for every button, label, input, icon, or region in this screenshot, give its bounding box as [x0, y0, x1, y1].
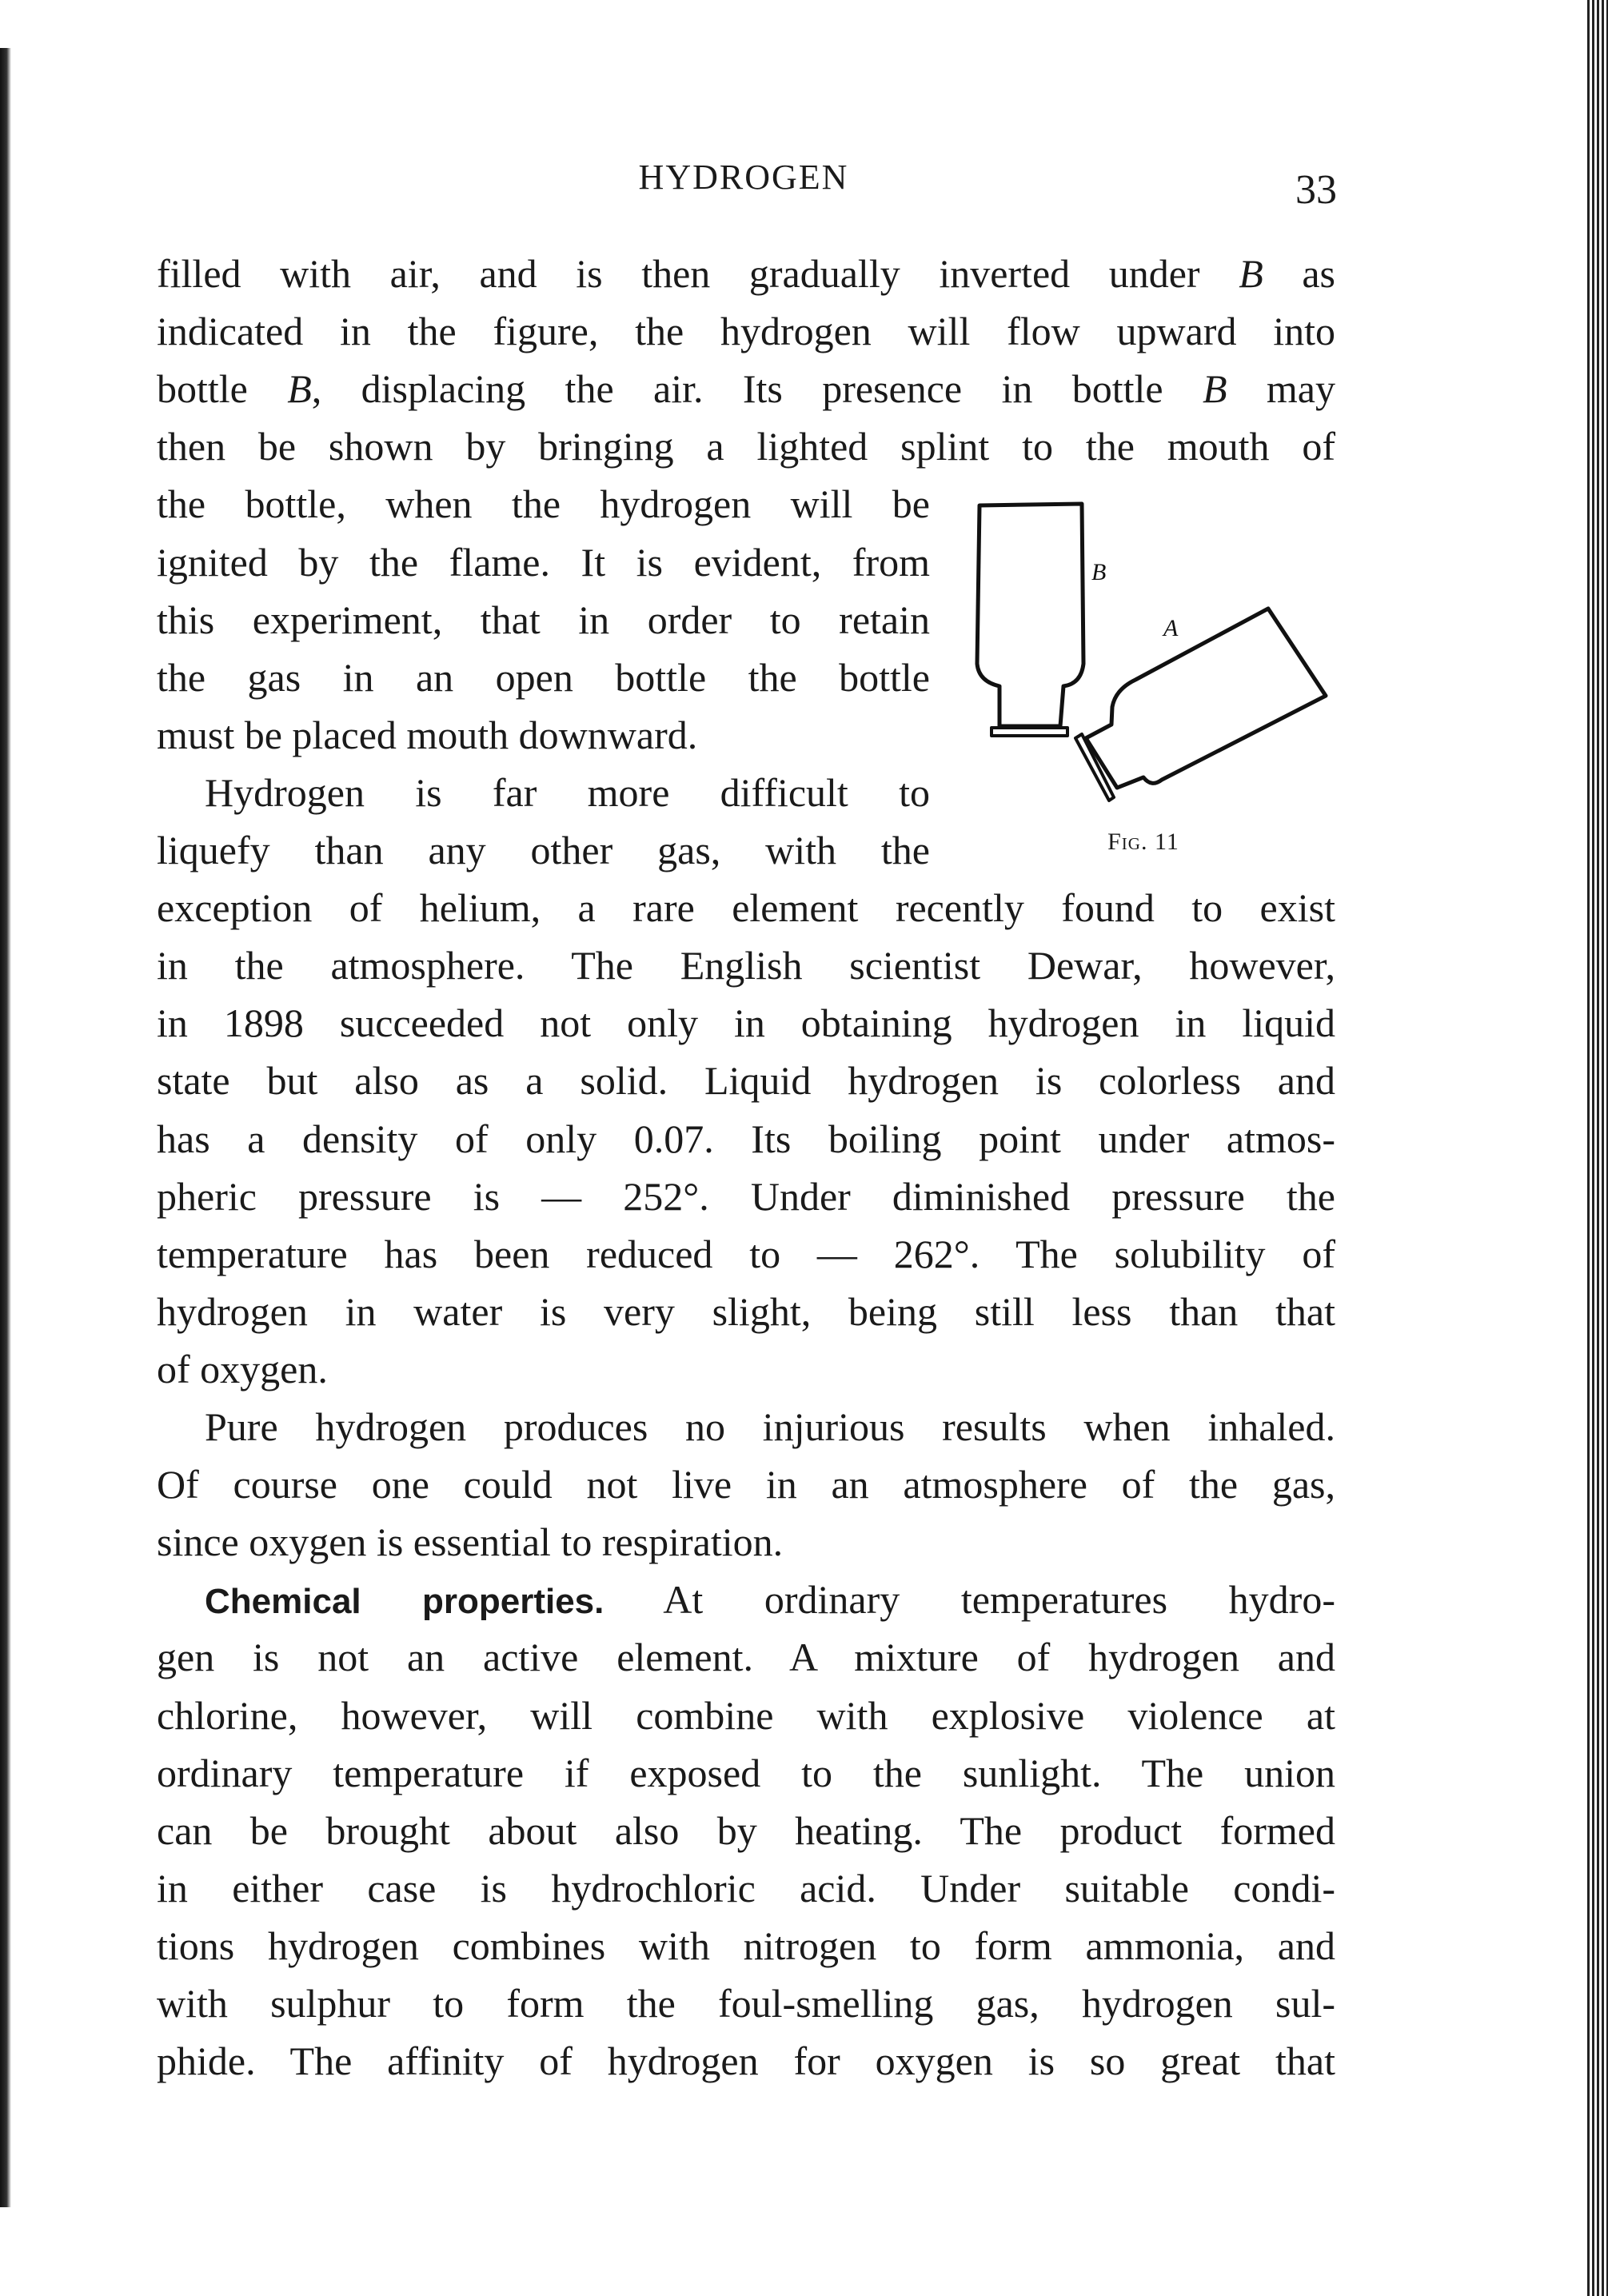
- label-b: B: [1091, 559, 1107, 585]
- text-line: [157, 1288, 1335, 1336]
- text-line: [157, 1979, 1335, 2027]
- text-run: in 1898 succeeded not only in obtaining hydrogen in liquid: [157, 1000, 1335, 1046]
- running-header: [0, 157, 1608, 213]
- text-line: [157, 480, 930, 528]
- text-line: [157, 250, 1335, 297]
- text-run: with sulphur to form the foul-smelling gas, hydrogen sul-: [157, 1981, 1335, 2026]
- text-run: ignited by the flame. It is evident, from: [157, 539, 930, 585]
- text-line: [157, 365, 1335, 413]
- text-run: can be brought about also by heating. The product formed: [157, 1807, 1335, 1853]
- text-line: [157, 1518, 1335, 1566]
- italic-letter: B: [1203, 366, 1227, 412]
- bottle-b-lip: [992, 728, 1067, 736]
- bottle-a-lip: [1075, 734, 1114, 801]
- text-run: as: [1263, 251, 1336, 296]
- text-run: in the atmosphere. The English scientist Dewar, however,: [157, 943, 1335, 988]
- text-run: Pure hydrogen produces no injurious results when inhaled.: [205, 1404, 1335, 1449]
- text-line: [157, 1864, 1335, 1912]
- bottle-a: [1086, 609, 1326, 788]
- text-run: hydrogen in water is very slight, being still less than that: [157, 1288, 1335, 1334]
- text-line: [157, 2037, 1335, 2085]
- text-run: exception of helium, a rare element recently found to exist: [157, 885, 1335, 931]
- text-run: gen is not an active element. A mixture of hydrogen and: [157, 1635, 1335, 1680]
- text-run: liquefy than any other gas, with the: [157, 828, 930, 872]
- label-a: A: [1163, 615, 1179, 641]
- text-run: then be shown by bringing a lighted splint to the mouth of: [157, 424, 1335, 469]
- text-line: [157, 826, 930, 874]
- bottle-b: [977, 504, 1083, 726]
- italic-letter: B: [287, 366, 312, 412]
- text-line: [157, 1460, 1335, 1508]
- text-line: [157, 1172, 1335, 1220]
- text-line: [157, 1749, 1335, 1797]
- page-edge-shadow-right: [1587, 0, 1608, 2296]
- text-line: [157, 711, 930, 759]
- text-run: temperature has been reduced to — 262°. The solubility of: [157, 1231, 1335, 1276]
- text-run: the gas in an open bottle the bottle: [157, 654, 930, 700]
- text-run: the bottle, when the hydrogen will be: [157, 481, 930, 527]
- text-run: must be placed mouth downward.: [157, 712, 698, 757]
- text-line: [157, 1691, 1335, 1739]
- text-line: [157, 1345, 1335, 1393]
- text-line: [157, 941, 1335, 989]
- section-heading: Chemical properties.: [205, 1582, 604, 1622]
- text-run: At ordinary temperatures hydro-: [604, 1577, 1335, 1623]
- figure-caption: Fig. 11: [1107, 829, 1179, 855]
- text-run: phide. The affinity of hydrogen for oxygen is so great that: [157, 2038, 1335, 2084]
- text-run: tions hydrogen combines with nitrogen to form ammonia, and: [157, 1923, 1335, 1968]
- text-run: filled with air, and is then gradually inverted under: [157, 251, 1239, 296]
- text-line: [157, 1115, 1335, 1163]
- text-line: [157, 1230, 1335, 1278]
- text-line: [157, 999, 1335, 1047]
- text-run: has a density of only 0.07. Its boiling point under atmos-: [157, 1116, 1335, 1161]
- text-line: [157, 1633, 1335, 1681]
- text-line: [157, 596, 930, 644]
- text-line: [205, 1403, 1335, 1451]
- text-run: chlorine, however, will combine with explosive violence at: [157, 1692, 1335, 1738]
- text-run: pheric pressure is — 252°. Under diminished pressure the: [157, 1173, 1335, 1219]
- text-run: since oxygen is essential to respiration.: [157, 1519, 784, 1565]
- text-run: Hydrogen is far more difficult to: [205, 769, 930, 815]
- text-line: [205, 769, 930, 817]
- text-line: [157, 1056, 1335, 1104]
- text-run: state but also as a solid. Liquid hydrogen is colorless and: [157, 1058, 1335, 1104]
- text-line: [157, 653, 930, 701]
- text-run: indicated in the figure, the hydrogen will flow upward into: [157, 309, 1335, 354]
- text-run: ordinary temperature if exposed to the sunlight. The union: [157, 1750, 1335, 1795]
- text-run: in either case is hydrochloric acid. Under suitable condi-: [157, 1865, 1335, 1911]
- running-title: HYDROGEN: [638, 158, 849, 197]
- text-run: Of course one could not live in an atmosphere of the gas,: [157, 1462, 1335, 1507]
- page-edge-shadow-left: [0, 48, 11, 2207]
- text-line: [157, 307, 1335, 355]
- text-line: [157, 1807, 1335, 1855]
- text-run: bottle: [157, 366, 288, 412]
- text-run: may: [1227, 366, 1336, 412]
- italic-letter: B: [1239, 251, 1263, 296]
- figure-11-bottles-illustration: [944, 480, 1359, 864]
- page-number: 33: [1295, 167, 1337, 213]
- text-line: [205, 1575, 1335, 1623]
- text-run: of oxygen.: [157, 1346, 328, 1392]
- text-run: this experiment, that in order to retain: [157, 597, 930, 642]
- text-line: [157, 422, 1335, 470]
- text-run: , displacing the air. Its presence in bottle: [311, 366, 1203, 412]
- text-line: [157, 1922, 1335, 1970]
- text-line: [157, 884, 1335, 932]
- text-line: [157, 538, 930, 586]
